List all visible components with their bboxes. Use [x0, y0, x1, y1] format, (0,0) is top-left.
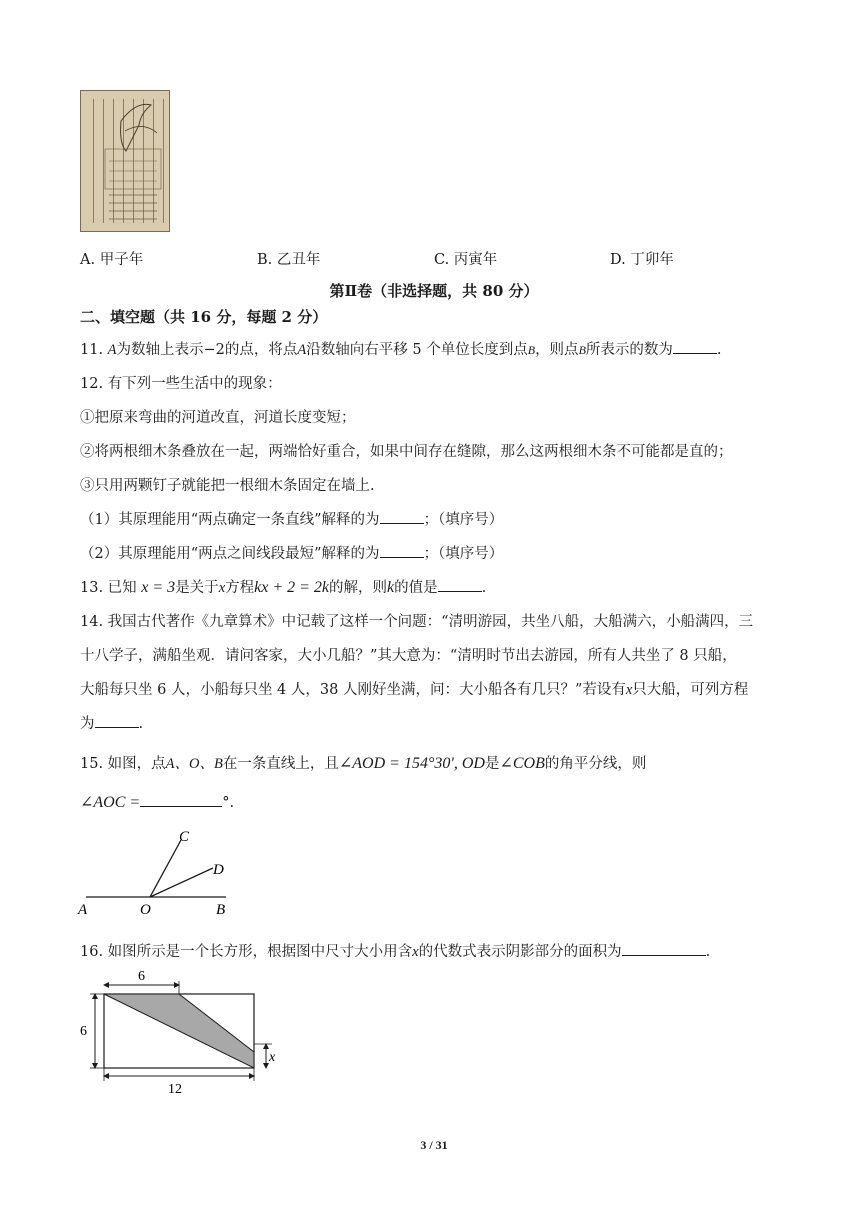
q13-equation-2: kx + 2 = 2k — [254, 579, 330, 596]
q15-text-4: 的角平分线，则 — [544, 756, 647, 772]
q13-text-2: 是关于 — [175, 580, 219, 596]
q15-angle-figure — [74, 826, 244, 918]
q14-line3-tail: 只大船，可列方程 — [632, 682, 749, 698]
q13-end: . — [481, 580, 487, 596]
q11-var-b: B — [527, 343, 536, 357]
question-12-item-1: ①把原来弯曲的河道改直，河道长度变短； — [80, 410, 356, 426]
option-a: A. 甲子年 — [80, 252, 144, 268]
q11-text-1: 为数轴上表示 — [116, 342, 204, 358]
question-15 — [80, 752, 646, 773]
question-13 — [80, 576, 486, 597]
q11-text-3: 沿数轴向右平移 5 个单位长度到点 — [306, 342, 528, 358]
q13-answer-blank[interactable] — [438, 577, 482, 592]
question-16 — [80, 940, 710, 961]
option-d: D. 丁卯年 — [610, 252, 674, 268]
q11-var-a: A — [107, 342, 117, 358]
part-title: 二、填空题（共 16 分，每题 2 分） — [80, 308, 328, 326]
q16-end: . — [705, 944, 711, 960]
q12-sub1-blank[interactable] — [380, 509, 424, 524]
q15-angle-cob: ∠COB — [499, 755, 545, 772]
q14-line4-text: 为 — [80, 716, 95, 732]
q15-text-2: 在一条直线上，且 — [222, 756, 339, 772]
q12-sub2-hint: ；（填序号） — [423, 546, 504, 562]
ancient-book-image — [80, 90, 170, 232]
dim-right-label: x — [269, 1050, 276, 1065]
q13-text-3: 方程 — [225, 580, 255, 596]
question-14-line-4 — [80, 712, 143, 733]
q12-sub2-blank[interactable] — [380, 543, 424, 558]
q11-value: −2 — [203, 342, 225, 358]
q15-text-1: 15. 如图，点 — [80, 756, 166, 772]
q11-var-a2: A — [297, 342, 307, 358]
question-15-ask — [80, 792, 234, 812]
q15-degree: °. — [222, 795, 235, 811]
dim-bottom-label: 12 — [168, 1082, 182, 1096]
q14-var-x: x — [625, 682, 633, 698]
section-title: 第Ⅱ卷（非选择题，共 80 分） — [329, 282, 539, 300]
option-b: B. 乙丑年 — [257, 252, 321, 268]
q15-answer-blank[interactable] — [140, 792, 222, 807]
q13-equation-1: x = 3 — [141, 579, 176, 596]
q11-answer-blank[interactable] — [673, 339, 717, 354]
option-c: C. 丙寅年 — [434, 252, 498, 268]
q14-answer-blank[interactable] — [95, 713, 139, 728]
ray-oc — [150, 840, 181, 897]
question-12-item-3: ③只用两颗钉子就能把一根细木条固定在墙上. — [80, 478, 375, 494]
q11-text-4: ，则点 — [535, 342, 579, 358]
label-o: O — [140, 902, 151, 918]
question-11 — [80, 338, 722, 359]
q12-sub2-text: （2）其原理能用“两点之间线段最短”解释的为 — [80, 546, 380, 562]
q13-var-x: x — [218, 580, 226, 596]
q11-text-5: 所表示的数为 — [585, 342, 673, 358]
q16-text-1: 16. 如图所示是一个长方形，根据图中尺寸大小用含 — [80, 944, 413, 960]
question-14-line-1: 14. 我国古代著作《九章算术》中记载了这样一个问题：“清明游园，共坐八船，大船满六，小船满四，三 — [80, 614, 754, 630]
question-12-item-2: ②将两根细木条叠放在一起，两端恰好重合，如果中间存在缝隙，那么这两根细木条不可能都是直的； — [80, 444, 733, 460]
dim-left-label: 6 — [80, 1024, 87, 1039]
dragon-sketch-icon — [81, 91, 169, 231]
question-12-stem: 12. 有下列一些生活中的现象： — [80, 376, 282, 392]
q11-var-b2: B — [578, 343, 586, 357]
label-b: B — [216, 902, 226, 918]
q11-end: . — [716, 342, 722, 358]
q13-text-1: 13. 已知 — [80, 580, 137, 596]
q12-sub1-hint: ；（填序号） — [423, 512, 504, 528]
q14-end: . — [138, 716, 144, 732]
q11-text-2: 的点，将点 — [224, 342, 298, 358]
q16-var-x: x — [412, 944, 419, 960]
label-d: D — [213, 862, 224, 878]
shaded-region — [104, 994, 254, 1068]
q13-text-4: 的解，则 — [329, 580, 388, 596]
label-c: C — [179, 829, 190, 845]
q15-angle-given: ∠AOD = 154°30′, OD — [338, 755, 485, 772]
question-14-line-2: 十八学子，满船坐观．请问客家，大小几船？”其大意为：“清明时节出去游园，所有人共坐了 8 只船， — [80, 648, 737, 664]
ray-od — [150, 868, 213, 897]
q11-number: 11. — [80, 342, 104, 358]
q15-angle-aoc: ∠AOC = — [80, 794, 141, 811]
page-number: 3 / 31 — [420, 1138, 448, 1152]
q14-line3-text: 大船每只坐 6 人，小船每只坐 4 人，38 人刚好坐满，问：大小船各有几只？”若设有 — [80, 682, 626, 698]
q13-var-k: k — [387, 579, 395, 596]
q15-points: A、O、B — [165, 756, 223, 772]
question-14-line-3 — [80, 678, 748, 699]
q15-text-3: 是 — [484, 756, 500, 772]
q16-answer-blank[interactable] — [622, 941, 706, 956]
q16-text-2: 的代数式表示阴影部分的面积为 — [418, 944, 622, 960]
q12-sub1-text: （1）其原理能用“两点确定一条直线”解释的为 — [80, 512, 380, 528]
question-12-sub-2 — [80, 542, 503, 563]
question-12-sub-1 — [80, 508, 503, 529]
q16-rectangle-figure — [76, 964, 286, 1096]
label-a: A — [78, 902, 88, 918]
q13-text-5: 的值是 — [394, 580, 438, 596]
dim-top-label: 6 — [138, 969, 145, 984]
